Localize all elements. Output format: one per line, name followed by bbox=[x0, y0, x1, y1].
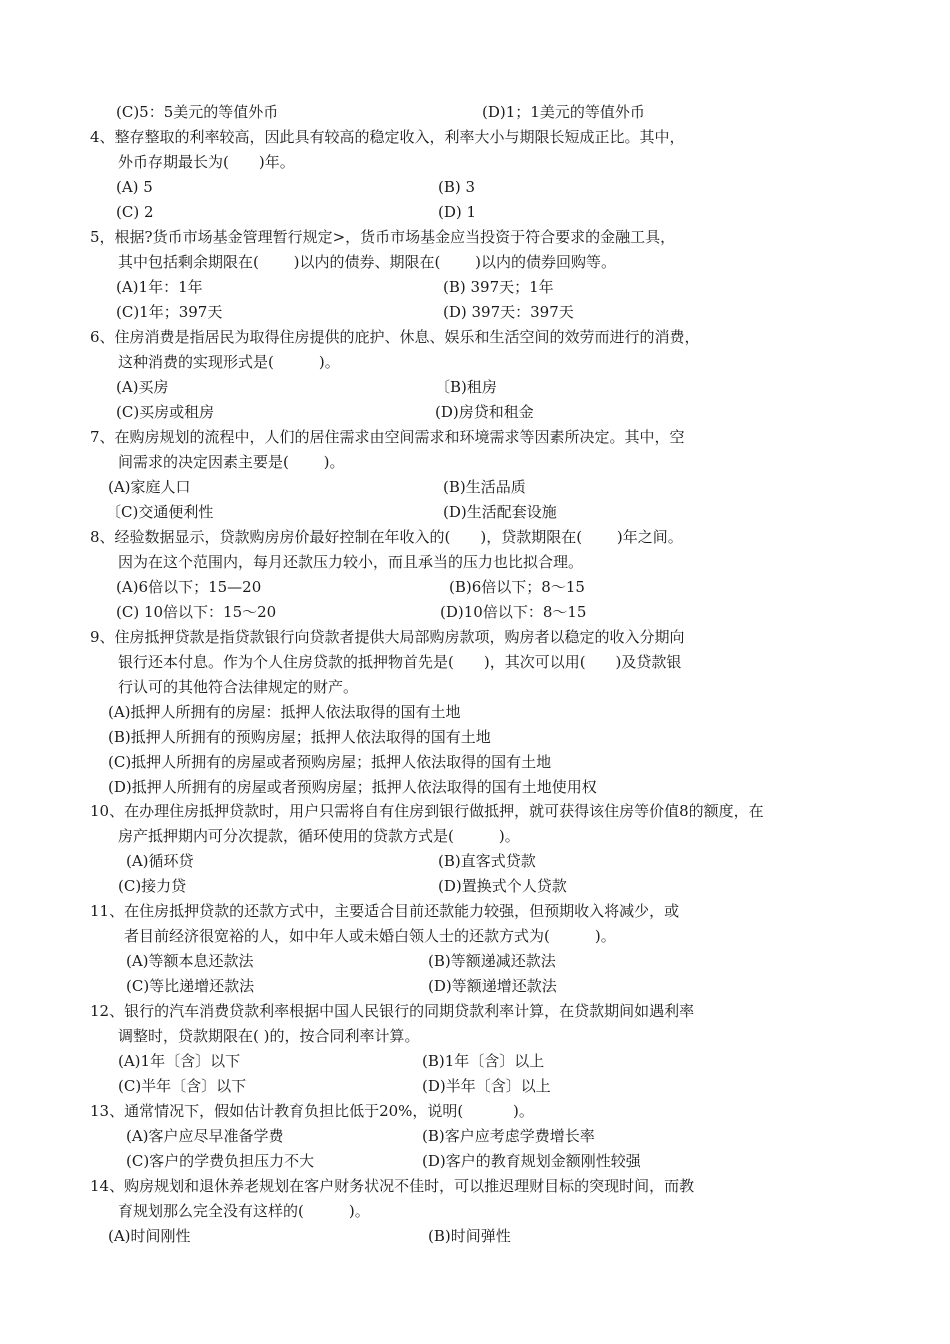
question-13-option-a: (A)客户应尽早准备学费 bbox=[126, 1127, 284, 1145]
question-14-stem-cont: 育规划那么完全没有这样的( )。 bbox=[118, 1202, 370, 1220]
question-4-stem: 4、整存整取的利率较高，因此具有较高的稳定收入，利率大小与期限长短成正比。其中， bbox=[90, 128, 685, 146]
question-9-option-c: (C)抵押人所拥有的房屋或者预购房屋；抵押人依法取得的国有土地 bbox=[108, 753, 552, 771]
question-6-option-b: 〔B)租房 bbox=[435, 378, 497, 396]
question-6-stem-cont: 这种消费的实现形式是( )。 bbox=[118, 353, 340, 371]
question-6-option-a: (A)买房 bbox=[116, 378, 169, 396]
question-10-option-c: (C)接力贷 bbox=[118, 877, 187, 895]
question-9-option-b: (B)抵押人所拥有的预购房屋；抵押人依法取得的国有土地 bbox=[108, 728, 491, 746]
question-13-option-d: (D)客户的教育规划金额刚性较强 bbox=[422, 1152, 641, 1170]
question-11-option-a: (A)等额本息还款法 bbox=[126, 952, 254, 970]
question-11-stem-cont: 者目前经济很宽裕的人，如中年人或未婚白领人士的还款方式为( )。 bbox=[124, 927, 616, 945]
option-d: (D)1；1美元的等值外币 bbox=[482, 103, 645, 121]
question-10-option-b: (B)直客式贷款 bbox=[438, 852, 536, 870]
question-14-stem: 14、购房规划和退休养老规划在客户财务状况不佳时，可以推迟理财目标的突现时间，而教 bbox=[90, 1177, 695, 1195]
question-11-option-c: (C)等比递增还款法 bbox=[126, 977, 255, 995]
question-7-option-d: (D)生活配套设施 bbox=[443, 503, 557, 521]
question-14-option-b: (B)时间弹性 bbox=[428, 1227, 511, 1245]
question-13-option-b: (B)客户应考虑学费增长率 bbox=[422, 1127, 595, 1145]
question-9-stem-cont-2: 行认可的其他符合法律规定的财产。 bbox=[118, 678, 359, 696]
question-6-option-c: (C)买房或租房 bbox=[116, 403, 215, 421]
question-8-option-b: (B)6倍以下；8～15 bbox=[449, 578, 585, 596]
question-11-option-d: (D)等额递增还款法 bbox=[428, 977, 557, 995]
question-5-option-c: (C)1年；397天 bbox=[116, 303, 223, 321]
question-7-option-b: (B)生活品质 bbox=[443, 478, 526, 496]
question-5-stem: 5，根据?货币市场基金管理暂行规定>，货币市场基金应当投资于符合要求的金融工具， bbox=[90, 228, 676, 246]
question-7-stem: 7、在购房规划的流程中，人们的居住需求由空间需求和环境需求等因素所决定。其中，空 bbox=[90, 428, 685, 446]
question-7-stem-cont: 间需求的决定因素主要是( )。 bbox=[118, 453, 345, 471]
question-6-option-d: (D)房贷和租金 bbox=[435, 403, 534, 421]
question-11-stem: 11、在住房抵押贷款的还款方式中，主要适合目前还款能力较强，但预期收入将减少，或 bbox=[90, 902, 680, 920]
option-c: (C)5：5美元的等值外币 bbox=[116, 103, 279, 121]
question-4-option-a: (A) 5 bbox=[116, 178, 153, 196]
question-14-option-a: (A)时间刚性 bbox=[108, 1227, 191, 1245]
question-5-option-a: (A)1年：1年 bbox=[116, 278, 203, 296]
question-8-stem-cont: 因为在这个范围内，每月还款压力较小，而且承当的压力也比拟合理。 bbox=[118, 553, 584, 571]
question-12-stem-cont: 调整时，贷款期限在( )的，按合同利率计算。 bbox=[118, 1027, 420, 1045]
question-12-stem: 12、银行的汽车消费贷款利率根据中国人民银行的同期贷款利率计算，在贷款期间如遇利率 bbox=[90, 1002, 695, 1020]
question-4-option-d: (D) 1 bbox=[438, 203, 477, 221]
question-4-option-c: (C) 2 bbox=[116, 203, 154, 221]
question-9-option-d: (D)抵押人所拥有的房屋或者预购房屋；抵押人依法取得的国有土地使用权 bbox=[108, 778, 597, 796]
question-8-stem: 8、经验数据显示，贷款购房房价最好控制在年收入的( )，贷款期限在( )年之间。 bbox=[90, 528, 683, 546]
question-10-stem: 10、在办理住房抵押贷款时，用户只需将自有住房到银行做抵押，就可获得该住房等价值8的额度，在 bbox=[90, 802, 764, 820]
question-12-option-c: (C)半年〔含〕以下 bbox=[118, 1077, 247, 1095]
question-4-stem-cont: 外币存期最长为( )年。 bbox=[118, 153, 295, 171]
question-12-option-d: (D)半年〔含〕以上 bbox=[422, 1077, 551, 1095]
question-6-stem: 6、住房消费是指居民为取得住房提供的庇护、休息、娱乐和生活空间的效劳而进行的消费， bbox=[90, 328, 700, 346]
question-7-option-c: 〔C)交通便利性 bbox=[106, 503, 214, 521]
question-12-option-a: (A)1年〔含〕以下 bbox=[118, 1052, 241, 1070]
question-9-stem: 9、住房抵押贷款是指贷款银行向贷款者提供大局部购房款项，购房者以稳定的收入分期向 bbox=[90, 628, 685, 646]
question-8-option-a: (A)6倍以下；15—20 bbox=[116, 578, 262, 596]
question-10-option-d: (D)置换式个人贷款 bbox=[438, 877, 567, 895]
question-8-option-d: (D)10倍以下：8～15 bbox=[440, 603, 587, 621]
question-9-option-a: (A)抵押人所拥有的房屋：抵押人依法取得的国有土地 bbox=[108, 703, 461, 721]
question-13-stem: 13、通常情况下，假如估计教育负担比低于20%，说明( )。 bbox=[90, 1102, 534, 1120]
question-10-stem-cont: 房产抵押期内可分次提款，循环使用的贷款方式是( )。 bbox=[118, 827, 520, 845]
question-13-option-c: (C)客户的学费负担压力不大 bbox=[126, 1152, 315, 1170]
question-10-option-a: (A)循环贷 bbox=[126, 852, 194, 870]
question-11-option-b: (B)等额递减还款法 bbox=[428, 952, 556, 970]
question-12-option-b: (B)1年〔含〕以上 bbox=[422, 1052, 545, 1070]
question-9-stem-cont-1: 银行还本付息。作为个人住房贷款的抵押物首先是( )，其次可以用( )及贷款银 bbox=[118, 653, 682, 671]
question-8-option-c: (C) 10倍以下：15～20 bbox=[116, 603, 277, 621]
question-5-stem-cont: 其中包括剩余期限在( )以内的债券、期限在( )以内的债券回购等。 bbox=[118, 253, 616, 271]
question-4-option-b: (B) 3 bbox=[438, 178, 476, 196]
question-5-option-d: (D) 397天：397天 bbox=[443, 303, 574, 321]
question-7-option-a: (A)家庭人口 bbox=[108, 478, 191, 496]
question-5-option-b: (B) 397天；1年 bbox=[443, 278, 554, 296]
